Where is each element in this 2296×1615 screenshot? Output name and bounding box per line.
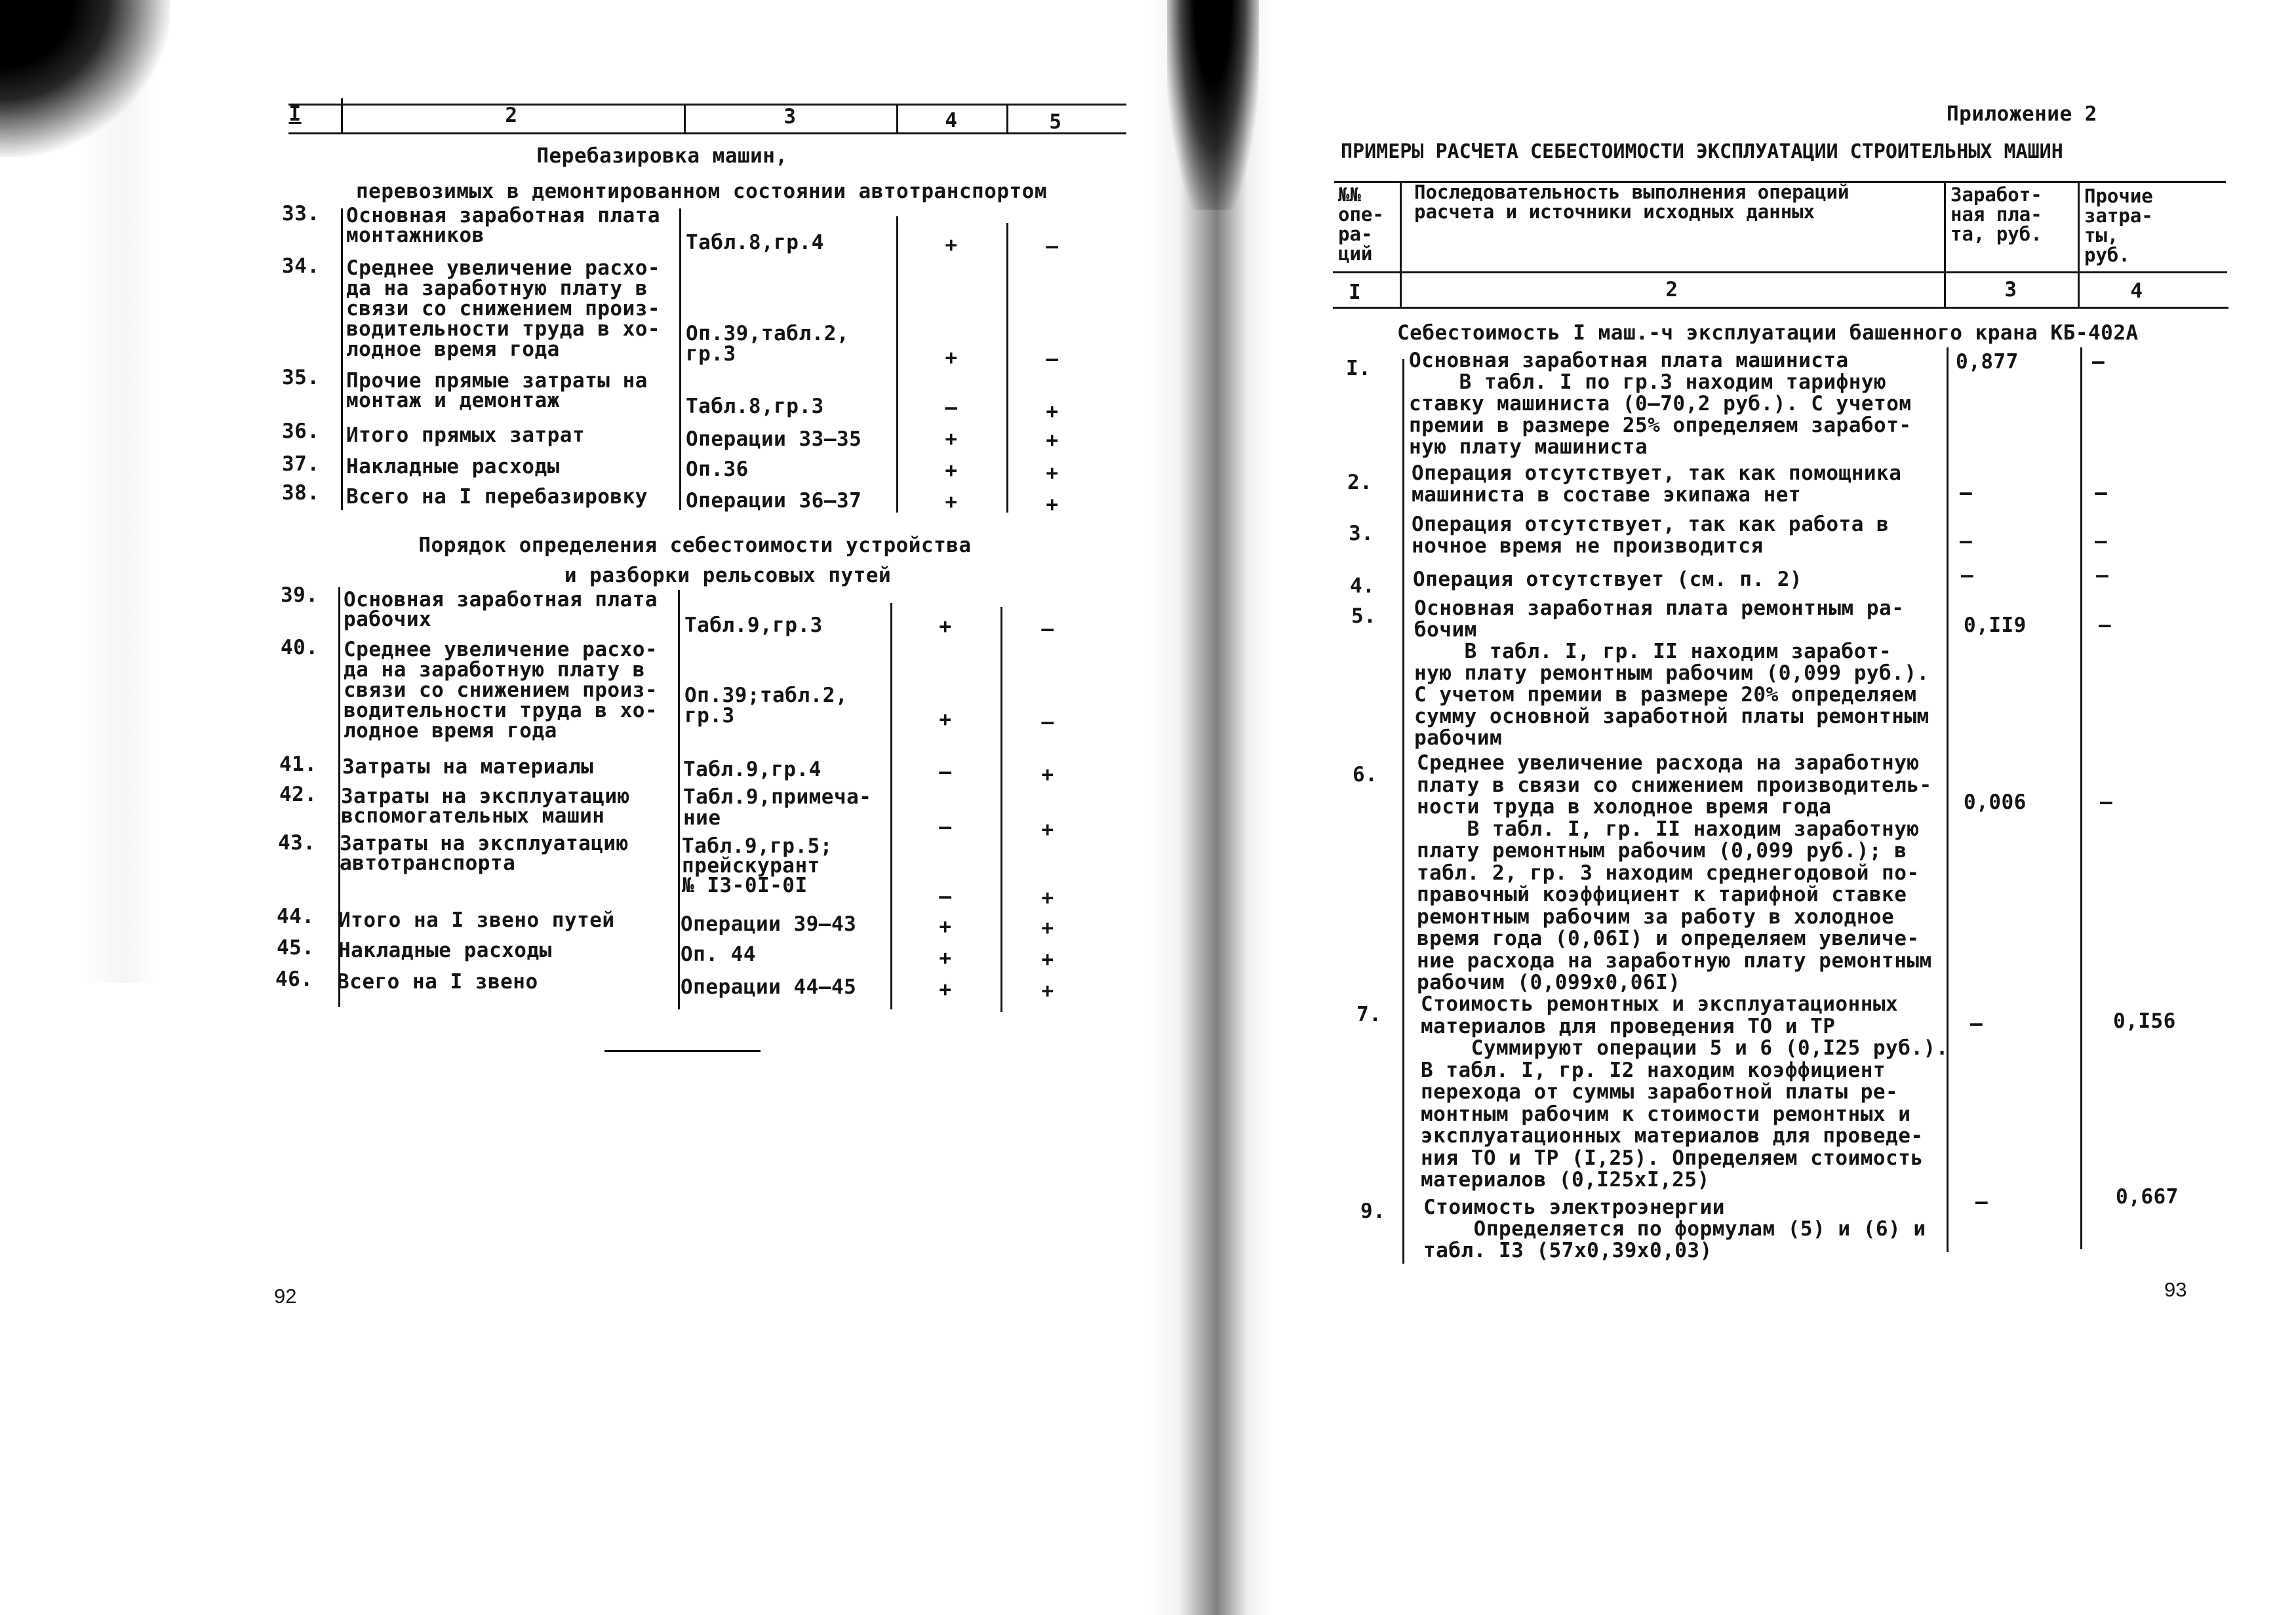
row-number: 9. — [1360, 1199, 1386, 1223]
row-source: Оп.39;табл.2, гр.3 — [684, 684, 848, 728]
document-title: ПРИМЕРЫ РАСЧЕТА СЕБЕСТОИМОСТИ ЭКСПЛУАТАЦИИ СТРОИТЕЛЬНЫХ МАШИН — [1341, 140, 2063, 163]
column-rule — [341, 208, 343, 510]
header-num-3: 3 — [2004, 278, 2017, 302]
row-source: Операции 33–35 — [686, 427, 862, 451]
row-wage: 0,II9 — [1964, 613, 2027, 637]
row-text: Среднее увеличение расхода на заработную плату в связи со снижением производитель- ности труда в холодное время года В табл. I, гр. II находим заработную плату ремонтным рабочим (0,099 руб.); в табл. 2, гр. 3 находим среднегодовой по- правочный коэффициент к тарифной ставке ремонтным рабочим за работу в холодное время года (0,06I) и определяем увеличе- ние расхода на заработную плату ремонтным рабочим (0,099х0,06I) — [1417, 751, 1932, 994]
row-col4: + — [939, 615, 952, 638]
row-number: I. — [1346, 357, 1372, 380]
row-text: Основная заработная плата машиниста В табл. I по гр.3 находим тарифную ставку машиниста (0–70,2 руб.). С учетом премии в размере 25% определяем заработ- ную плату машиниста — [1409, 349, 1912, 459]
row-text: Операция отсутствует (см. п. 2) — [1413, 568, 1803, 591]
header-bottom-rule — [1333, 271, 2227, 273]
row-source: Оп. 44 — [681, 943, 756, 966]
row-other: – — [2096, 564, 2109, 587]
header-col-4: 4 — [945, 109, 958, 132]
row-col5: + — [1041, 916, 1054, 940]
row-other: – — [2095, 530, 2108, 553]
page-number: 93 — [2164, 1278, 2187, 1301]
row-number: 44. — [277, 905, 315, 928]
row-col4: + — [939, 915, 952, 939]
row-col5: + — [1041, 979, 1054, 1003]
row-source: Оп.36 — [686, 457, 749, 481]
row-operation: Итого на I звено путей — [338, 908, 615, 932]
column-rule — [1402, 359, 1404, 1264]
row-other: – — [2100, 790, 2113, 814]
row-col5: + — [1046, 461, 1059, 485]
row-operation: Накладные расходы — [346, 455, 560, 478]
row-col5: + — [1046, 429, 1059, 452]
row-col5: – — [1046, 347, 1059, 371]
row-operation: Затраты на эксплуатацию автотранспорта — [340, 832, 629, 875]
row-other: – — [2099, 613, 2112, 637]
row-col4: + — [945, 346, 958, 370]
header-operations: Последовательность выполнения операций расчета и источники исходных данных — [1414, 181, 1850, 223]
row-col4: + — [939, 978, 952, 1002]
row-source: Операции 39–43 — [681, 912, 857, 936]
row-number: 36. — [282, 419, 320, 443]
row-number: 33. — [282, 202, 320, 225]
column-rule — [2080, 347, 2082, 1249]
row-text: Стоимость ремонтных и эксплуатационных материалов для проведения ТО и ТР Суммируют операции 5 и 6 (0,I25 руб.). В табл. I, гр. I2 находим коэффициент перехода от суммы заработной платы ре- монтным рабочим к стоимости ремонтных и эксплуатационных материалов для проведе- ния ТО и ТР (I,25). Определяем стоимость материалов (0,I25хI,25) — [1421, 992, 1949, 1192]
row-col5: + — [1041, 818, 1054, 842]
row-number: 7. — [1356, 1003, 1382, 1026]
row-other: 0,I56 — [2113, 1009, 2176, 1033]
row-col5: + — [1041, 886, 1054, 910]
header-col-3: 3 — [783, 105, 797, 128]
row-wage: – — [1961, 564, 1974, 587]
row-wage: – — [1960, 530, 1973, 553]
row-number: 4. — [1350, 574, 1376, 598]
row-col4: + — [939, 708, 952, 731]
header-num-2: 2 — [1665, 278, 1678, 302]
row-col4: – — [939, 885, 952, 908]
row-source: Табл.9,гр.3 — [684, 613, 823, 637]
row-wage: – — [1960, 481, 1973, 505]
row-source: Табл.8,гр.4 — [686, 231, 824, 254]
row-number: 34. — [282, 254, 320, 278]
row-operation: Среднее увеличение расхо- да на заработную плату в связи со снижением произ- водительности труда в хо- лодное время года — [346, 256, 661, 361]
row-col4: + — [945, 490, 958, 514]
header-other-costs: Прочие затра- ты, руб. — [2084, 185, 2153, 266]
row-number: 45. — [277, 936, 315, 960]
row-number: 40. — [281, 636, 319, 659]
row-text: Операция отсутствует, так как работа в ночное время не производится — [1412, 513, 1890, 558]
row-col5: + — [1041, 948, 1054, 971]
header-num-4: 4 — [2130, 279, 2143, 303]
row-source: Табл.9,гр.4 — [683, 758, 821, 781]
row-operation: Основная заработная плата монтажников — [346, 204, 661, 247]
row-number: 6. — [1353, 763, 1378, 787]
row-col5: – — [1041, 617, 1054, 641]
header-ops-number: №№ опе- ра- ций — [1338, 184, 1384, 265]
row-other: – — [2095, 481, 2108, 505]
row-source: Оп.39,табл.2, гр.3 — [686, 322, 850, 366]
row-operation: Затраты на эксплуатацию вспомогательных машин — [341, 785, 630, 828]
row-number: 41. — [279, 752, 317, 776]
header-col-2: 2 — [505, 104, 518, 127]
row-col4: + — [939, 946, 952, 970]
section-title: перевозимых в демонтированном состоянии автотранспортом — [356, 180, 1047, 203]
row-number: 2. — [1347, 471, 1373, 494]
row-text: Операция отсутствует, так как помощника машиниста в составе экипажа нет — [1412, 461, 1902, 507]
header-col-5: 5 — [1049, 110, 1062, 134]
row-wage: 0,006 — [1964, 790, 2027, 814]
row-col4: – — [939, 815, 952, 839]
row-operation: Среднее увеличение расхо- да на заработную плату в связи со снижением произ- водительности труда в хо- лодное время года — [344, 638, 658, 743]
row-operation: Всего на I перебазировку — [346, 485, 648, 509]
row-col4: – — [945, 396, 958, 419]
section-subtitle: Себестоимость I маш.-ч эксплуатации башенного крана КБ-402А — [1397, 321, 2139, 345]
row-operation: Накладные расходы — [338, 939, 552, 962]
section-title: Перебазировка машин, — [536, 144, 788, 168]
row-col4: + — [945, 233, 958, 257]
section-title: Порядок определения себестоимости устройства — [418, 534, 972, 557]
row-col4: + — [945, 459, 958, 482]
row-operation: Основная заработная плата рабочих — [344, 588, 658, 631]
row-number: 3. — [1349, 522, 1374, 545]
row-number: 43. — [278, 831, 316, 855]
column-rule — [678, 590, 680, 1009]
header-col-1: I — [288, 102, 302, 126]
header-bottom-rule — [288, 132, 1126, 134]
row-source: Табл.9,гр.5; прейскурант № I3-0I-0I — [682, 834, 833, 897]
row-wage: 0,877 — [1956, 350, 2019, 374]
header-number-rule — [1333, 307, 2228, 309]
appendix-label: Приложение 2 — [1947, 102, 2097, 126]
row-wage: – — [1975, 1190, 1989, 1214]
row-text: Стоимость электроэнергии Определяется по формулам (5) и (6) и табл. I3 (57х0,39х0,03) — [1423, 1196, 1926, 1262]
section-title: и разборки рельсовых путей — [564, 564, 892, 587]
column-rule — [679, 208, 681, 510]
row-number: 46. — [275, 967, 313, 991]
row-number: 5. — [1351, 604, 1377, 628]
row-wage: – — [1970, 1012, 1983, 1036]
row-number: 37. — [282, 452, 320, 476]
row-col4: – — [939, 760, 952, 784]
row-operation: Итого прямых затрат — [346, 423, 585, 447]
header-num-1: I — [1349, 281, 1362, 304]
row-operation: Затраты на материалы — [342, 755, 594, 779]
row-text: Основная заработная плата ремонтным ра- бочим В табл. I, гр. II находим заработ- ную плату ремонтным рабочим (0,099 руб.). С учетом премии в размере 20% определяем сумму основной заработной платы ремонтным рабочим — [1414, 596, 1930, 750]
row-col5: + — [1046, 400, 1059, 423]
row-other: – — [2092, 350, 2105, 374]
row-other: 0,667 — [2116, 1185, 2179, 1209]
row-number: 35. — [282, 366, 320, 389]
page-right — [1148, 0, 2296, 1615]
row-source: Операции 36–37 — [686, 489, 862, 513]
row-source: Операции 44–45 — [681, 975, 857, 999]
page-number: 92 — [274, 1285, 297, 1308]
row-operation: Прочие прямые затраты на монтаж и демонтаж — [346, 369, 648, 412]
row-col5: – — [1046, 235, 1059, 258]
row-number: 38. — [282, 481, 320, 505]
row-number: 42. — [279, 783, 317, 806]
row-col4: + — [945, 427, 958, 451]
end-rule — [604, 1050, 761, 1052]
row-source: Табл.8,гр.3 — [686, 395, 824, 418]
row-source: Табл.9,примеча- ние — [683, 785, 872, 830]
header-wage: Заработ- ная пла- та, руб. — [1950, 184, 2042, 245]
row-number: 39. — [281, 583, 319, 607]
row-col5: + — [1041, 763, 1054, 787]
row-operation: Всего на I звено — [337, 970, 538, 994]
row-col5: – — [1041, 710, 1054, 734]
row-col5: + — [1046, 493, 1059, 516]
